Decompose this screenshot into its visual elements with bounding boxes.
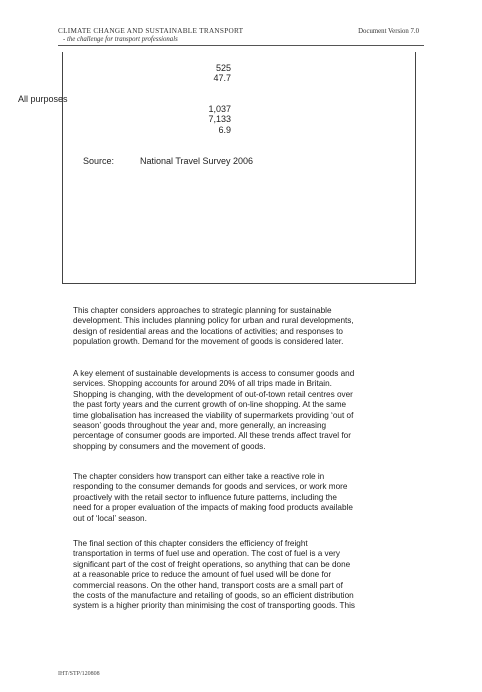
table-value: 525 (215, 63, 231, 73)
source-label: Source: (83, 156, 115, 166)
text-line: The chapter considers how transport can either take a reactive role in (73, 472, 325, 481)
text-line: percentage of consumer goods are imported. All these trends affect travel for (73, 431, 351, 441)
paragraph-transport-role (73, 472, 423, 524)
text-line: significant part of the cost of freight operations, so anything that can be done (73, 559, 351, 569)
table-value: 47.7 (213, 73, 231, 83)
source-text: National Travel Survey 2006 (140, 156, 254, 166)
paragraph-consumer-access (73, 369, 423, 452)
paragraph-freight-efficiency (73, 539, 423, 612)
document-footer-code: IHT/STP/120808 (58, 671, 100, 677)
document-version: Document Version 7.0 (358, 28, 419, 35)
text-line: This chapter considers approaches to strategic planning for sustainable (73, 306, 332, 315)
table-value: 7,133 (208, 114, 231, 124)
table-value: 6.9 (218, 125, 231, 135)
text-line: out of ‘local’ season. (73, 513, 147, 523)
paragraph-strategic-planning (73, 306, 423, 348)
text-line: the past forty years and the current growth of on-line shopping. At the same (73, 400, 347, 410)
text-line: need for a proper evaluation of the impacts of making food products available (73, 503, 353, 513)
document-header-subtitle: - the challenge for transport professionals (63, 36, 178, 43)
text-line: transportation in terms of fuel use and operation. The cost of fuel is a very (73, 549, 340, 559)
text-line: commercial reasons. On the other hand, transport costs are a small part of (73, 580, 343, 590)
text-line: shopping by consumers and the movement of goods. (73, 441, 266, 451)
text-line: A key element of sustainable developments is access to consumer goods and (73, 369, 355, 378)
text-line: Shopping is changing, with the development of out-of-town retail centres over (73, 389, 353, 399)
text-line: time globalisation has increased the viability of supermarkets providing ‘out of (73, 410, 354, 420)
text-line: system is a higher priority than minimising the cost of transporting goods. This (73, 601, 355, 611)
table-row-label: All purposes (18, 94, 68, 104)
text-line: The final section of this chapter considers the efficiency of freight (73, 539, 308, 548)
text-line: the costs of the manufacture and retailing of goods, so an efficient distribution (73, 591, 354, 601)
header-divider (58, 45, 424, 46)
table-value: 1,037 (208, 104, 231, 114)
text-line: design of residential areas and the locations of activities; and responses to (73, 326, 343, 336)
text-line: development. This includes planning policy for urban and rural developments, (73, 316, 354, 326)
text-line: population growth. Demand for the movement of goods is considered later. (73, 337, 344, 347)
text-line: at a reasonable price to reduce the amount of fuel used will be done for (73, 570, 332, 580)
text-line: responding to the consumer demands for goods and services, or work more (73, 482, 348, 492)
document-header-title: CLIMATE CHANGE AND SUSTAINABLE TRANSPORT (58, 27, 244, 35)
data-table (18, 52, 416, 284)
text-line: proactively with the retail sector to influence future patterns, including the (73, 492, 337, 502)
text-line: season’ goods throughout the year and, more generally, an increasing (73, 421, 327, 431)
text-line: services. Shopping accounts for around 20% of all trips made in Britain. (73, 379, 332, 389)
